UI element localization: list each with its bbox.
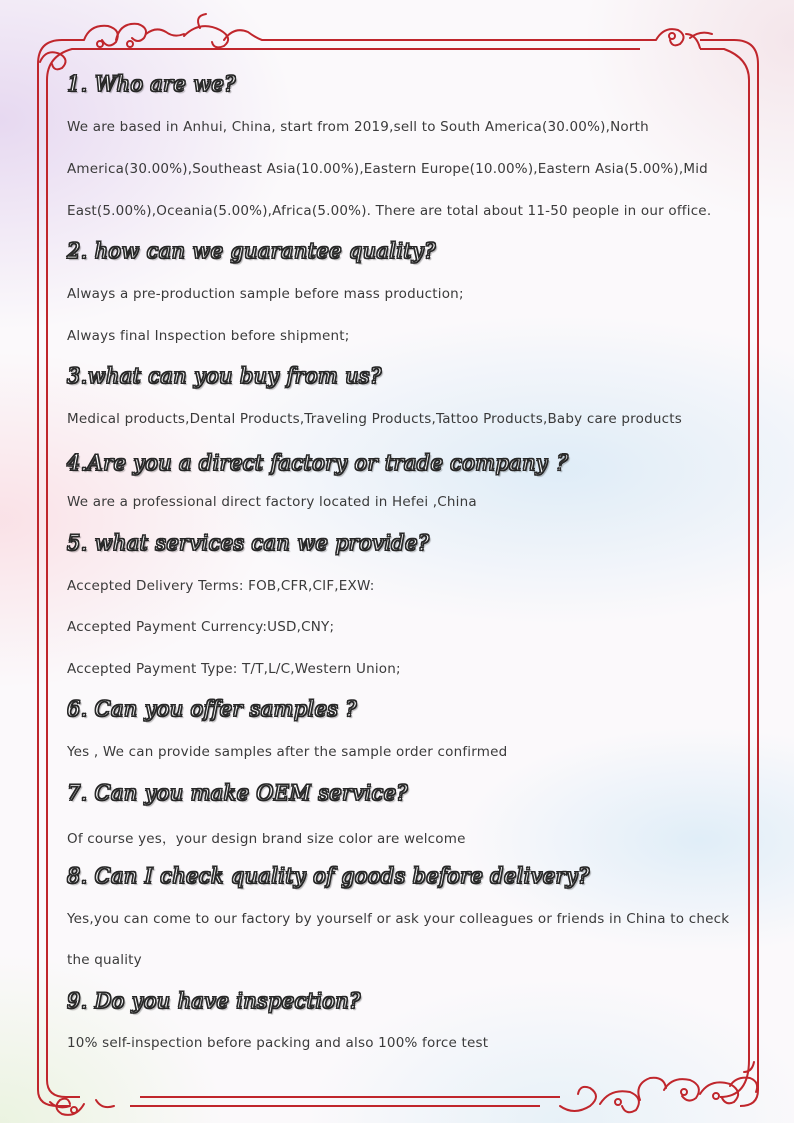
answer-line: Accepted Delivery Terms: FOB,CFR,CIF,EXW: bbox=[67, 578, 375, 594]
scroll-ornament-bottom-left bbox=[50, 1099, 114, 1115]
scroll-ornament-top-right bbox=[656, 29, 712, 48]
border-lines bbox=[38, 40, 758, 1106]
question-heading: 7. Can you make OEM service? bbox=[67, 781, 408, 805]
scroll-ornament-top-left bbox=[40, 14, 262, 69]
answer-line: Accepted Payment Type: T/T,L/C,Western Union; bbox=[67, 661, 401, 677]
question-heading: 1. Who are we? bbox=[67, 72, 236, 96]
answer-line: Of course yes，your design brand size color are welcome bbox=[67, 831, 466, 847]
answer-line: the quality bbox=[67, 952, 142, 968]
question-heading: 9. Do you have inspection? bbox=[67, 989, 361, 1013]
question-heading: 5. what services can we provide? bbox=[67, 531, 430, 555]
answer-line: Yes , We can provide samples after the sample order confirmed bbox=[67, 744, 508, 760]
answer-line: Medical products,Dental Products,Traveling Products,Tattoo Products,Baby care products bbox=[67, 411, 682, 427]
answer-line: East(5.00%),Oceania(5.00%),Africa(5.00%). There are total about 11-50 people in our office. bbox=[67, 203, 712, 219]
question-heading: 6. Can you offer samples ? bbox=[67, 697, 357, 721]
question-heading: 4.Are you a direct factory or trade company ？ bbox=[67, 451, 577, 475]
question-heading: 3.what can you buy from us? bbox=[67, 364, 382, 388]
answer-line: America(30.00%),Southeast Asia(10.00%),Eastern Europe(10.00%),Eastern Asia(5.00%),Mid bbox=[67, 161, 708, 177]
answer-line: Always final Inspection before shipment; bbox=[67, 328, 350, 344]
answer-line: We are a professional direct factory located in Hefei ,China bbox=[67, 494, 477, 510]
answer-line: Yes,you can come to our factory by yourself or ask your colleagues or friends in China to check bbox=[67, 911, 730, 927]
scroll-ornament-bottom-right bbox=[560, 1062, 757, 1112]
answer-line: Always a pre-production sample before mass production; bbox=[67, 286, 464, 302]
answer-line: Accepted Payment Currency:USD,CNY; bbox=[67, 619, 335, 635]
question-heading: 2. how can we guarantee quality? bbox=[67, 239, 436, 263]
answer-line: 10% self-inspection before packing and also 100% force test bbox=[67, 1035, 489, 1051]
question-heading: 8. Can I check quality of goods before delivery? bbox=[67, 864, 590, 888]
answer-line: We are based in Anhui, China, start from 2019,sell to South America(30.00%),North bbox=[67, 119, 649, 135]
